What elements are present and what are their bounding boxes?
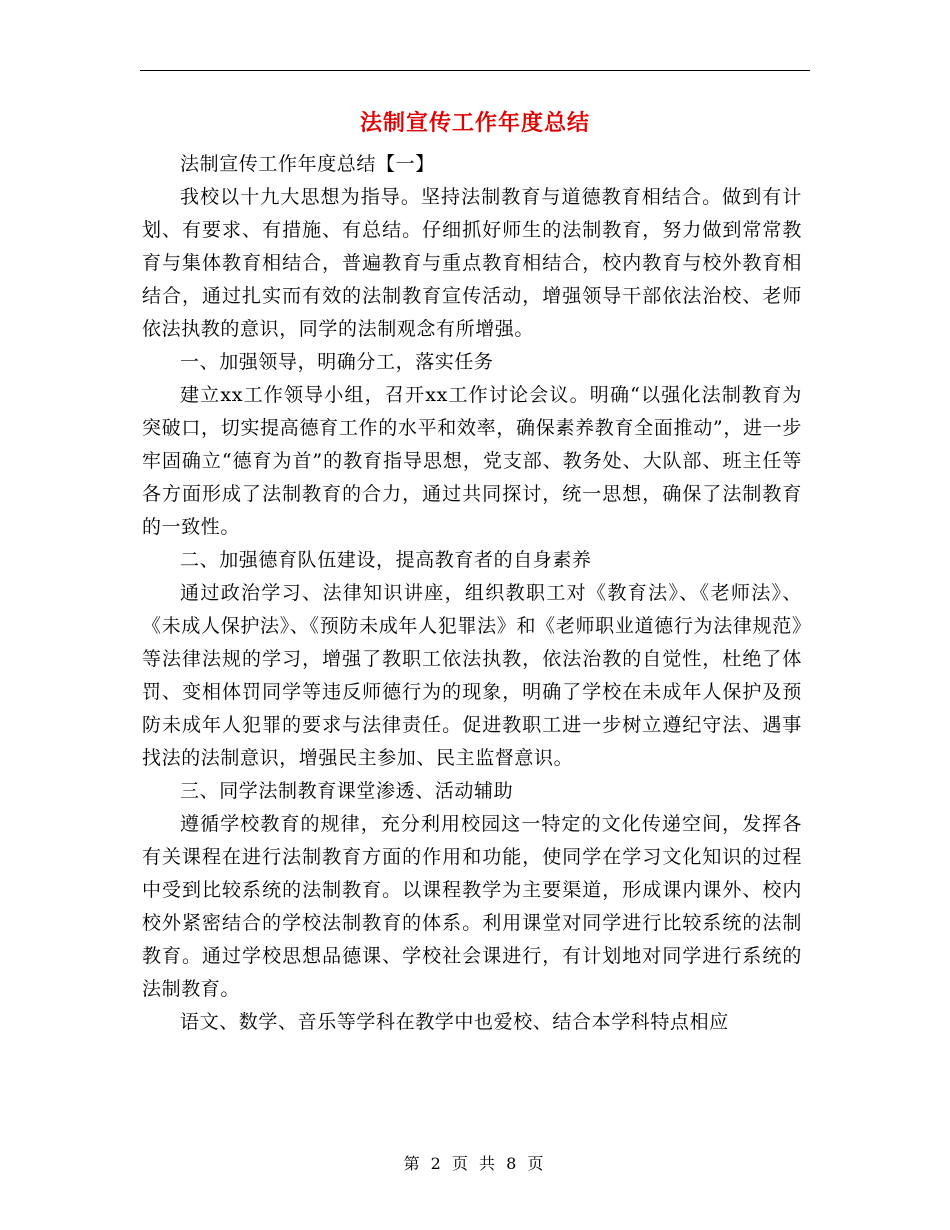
section-heading-moral-team: 二、加强德育队伍建设，提高教育者的自身素养 [180, 549, 592, 571]
intro-paragraph: 我校以十九大思想为指导。坚持法制教育与道德教育相结合。做到有计划、有要求、有措施、有总结。仔细抓好师生的法制教育，努力做到常常教育与集体教育相结合，普遍教育与重点教育相结合，校内教育与校外教育相结合，通过扎实而有效的法制教育宣传活动，增强领导干部依法治校、老师依法执教的意识，同学的法制观念有所增强。 [142, 186, 802, 340]
classroom-paragraph: 遵循学校教育的规律，充分利用校园这一特定的文化传递空间，发挥各有关课程在进行法制教育方面的作用和功能，使同学在学习文化知识的过程中受到比较系统的法制教育。以课程教学为主要渠道，形成课内课外、校内校外紧密结合的学校法制教育的体系。利用课堂对同学进行比较系统的法制教育。通过学校思想品德课、学校社会课进行，有计划地对同学进行系统的法制教育。 [142, 813, 802, 1000]
section-heading-classroom: 三、同学法制教育课堂渗透、活动辅助 [180, 780, 514, 802]
subjects-paragraph: 语文、数学、音乐等学科在教学中也爱校、结合本学科特点相应 [180, 1011, 729, 1033]
moral-team-paragraph: 通过政治学习、法律知识讲座，组织教职工对《教育法》、《老师法》、《未成人保护法》、《预防未成年人犯罪法》和《老师职业道德行为法律规范》等法律法规的学习，增强了教职工依法执教，依法治教的自觉性，杜绝了体罚、变相体罚同学等违反师德行为的现象，明确了学校在未成年人保护及预防未成年人犯罪的要求与法律责任。促进教职工进一步树立遵纪守法、遇事找法的法制意识，增强民主参加、民主监督意识。 [142, 582, 802, 769]
page-number-footer: 第 2 页 共 8 页 [403, 1154, 547, 1173]
section-heading-part-one: 法制宣传工作年度总结【一】 [180, 153, 435, 175]
document-title: 法制宣传工作年度总结 [359, 111, 590, 136]
section-heading-leadership: 一、加强领导，明确分工，落实任务 [180, 351, 494, 373]
header-rule [140, 70, 810, 71]
document-body [142, 148, 802, 1039]
leadership-paragraph: 建立xx工作领导小组，召开xx工作讨论会议。明确“以强化法制教育为突破口，切实提高德育工作的水平和效率，确保素养教育全面推动”，进一步牢固确立“德育为首”的教育指导思想，党支部、教务处、大队部、班主任等各方面形成了法制教育的合力，通过共同探讨，统一思想，确保了法制教育的一致性。 [142, 384, 802, 538]
